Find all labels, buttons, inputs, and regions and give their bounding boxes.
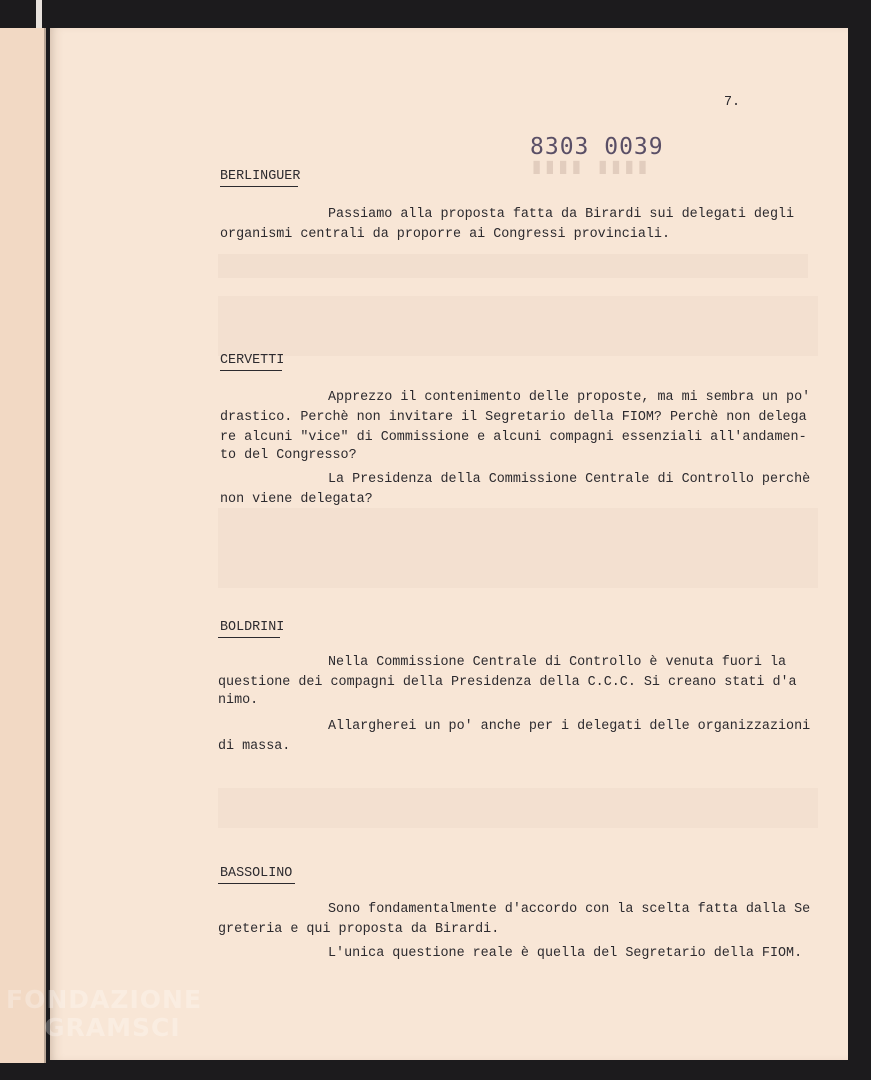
show-through-text: ▮▮▮▮ ▮▮▮▮ bbox=[530, 155, 650, 180]
text-line: drastico. Perchè non invitare il Segretario della FIOM? Perchè non delega bbox=[220, 410, 807, 425]
text-line: non viene delegata? bbox=[220, 492, 373, 507]
text-line: Nella Commissione Centrale di Controllo è venuta fuori la bbox=[328, 655, 787, 670]
text-line: La Presidenza della Commissione Centrale di Controllo perchè bbox=[328, 472, 811, 487]
show-through-text bbox=[218, 254, 808, 278]
text-line: di massa. bbox=[218, 739, 291, 754]
text-line: L'unica questione reale è quella del Segretario della FIOM. bbox=[328, 946, 803, 961]
text-line: greteria e qui proposta da Birardi. bbox=[218, 922, 500, 937]
text-line: Apprezzo il contenimento delle proposte, ma mi sembra un po' bbox=[328, 390, 811, 405]
text-line: Sono fondamentalmente d'accordo con la scelta fatta dalla Se bbox=[328, 902, 811, 917]
text-line: organismi centrali da proporre ai Congressi provinciali. bbox=[220, 227, 670, 242]
left-facing-page bbox=[0, 28, 46, 1063]
fondazione-gramsci-watermark bbox=[6, 986, 202, 1042]
page-number: 7. bbox=[724, 95, 741, 110]
watermark-line: FONDAZIONE bbox=[6, 985, 203, 1014]
archive-number: 8303 0039 bbox=[530, 134, 664, 160]
text-line: to del Congresso? bbox=[220, 448, 357, 463]
document-page bbox=[50, 28, 848, 1060]
speaker-underline bbox=[220, 370, 282, 371]
show-through-text bbox=[218, 296, 818, 356]
text-line: questione dei compagni della Presidenza della C.C.C. Si creano stati d'a bbox=[218, 675, 797, 690]
speaker-underline bbox=[218, 883, 295, 884]
binding-spine bbox=[36, 0, 42, 28]
speaker-name: CERVETTI bbox=[220, 353, 285, 368]
watermark-line: GRAMSCI bbox=[44, 1013, 181, 1042]
speaker-name: BERLINGUER bbox=[220, 169, 301, 184]
show-through-text bbox=[218, 508, 818, 588]
text-line: Passiamo alla proposta fatta da Birardi sui delegati degli bbox=[328, 207, 795, 222]
speaker-underline bbox=[218, 637, 280, 638]
speaker-name: BASSOLINO bbox=[220, 866, 293, 881]
text-line: re alcuni "vice" di Commissione e alcuni compagni essenziali all'andamen- bbox=[220, 430, 807, 445]
text-line: nimo. bbox=[218, 693, 259, 708]
show-through-text bbox=[218, 788, 818, 828]
speaker-underline bbox=[220, 186, 298, 187]
text-line: Allargherei un po' anche per i delegati delle organizzazioni bbox=[328, 719, 811, 734]
speaker-name: BOLDRINI bbox=[220, 620, 285, 635]
